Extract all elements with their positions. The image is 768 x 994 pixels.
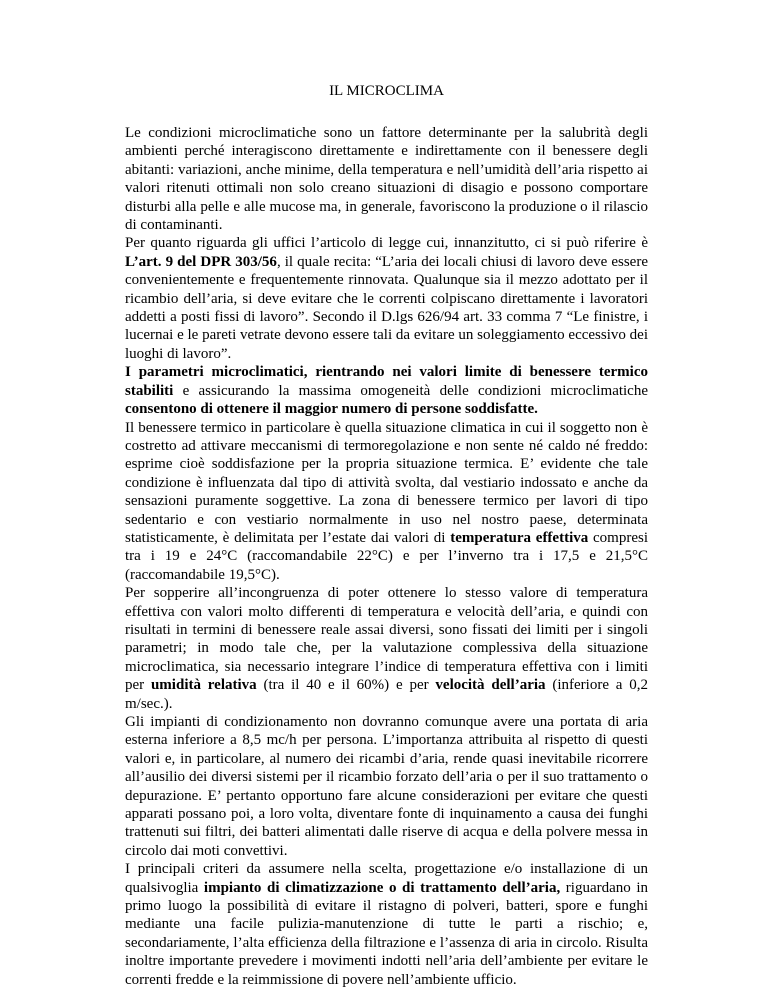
text-run: I principali criteri da assumere nella scelta, progettazione e/o installazione di un qualsivoglia bbox=[125, 861, 648, 896]
text-run: (tra il 40 e il 60%) e per bbox=[256, 677, 436, 694]
bold-text: I parametri microclimatici, rientrando nei valori limite di benessere termico stabiliti bbox=[125, 364, 648, 399]
paragraph bbox=[125, 584, 648, 713]
text-run: riguardano in primo luogo la possibilità di evitare il ristagno di polveri, batteri, spore e funghi mediante una facile pulizia-manutenzione di tutte le parti a rischio; e, secondariamente, l’alta efficienza della filtrazione e l’assenza di aria in circolo. Risulta inoltre importante prevedere i movimenti indotti nell’aria dell’ambiente per evitare le correnti fredde e la reimmissione di povere nell’ambiente ufficio. bbox=[125, 879, 649, 988]
text-run: (inferiore a 0,2 m/sec.). bbox=[125, 677, 648, 712]
text-run: Per quanto riguarda gli uffici l’articolo di legge cui, innanzitutto, ci si può riferire è bbox=[125, 235, 648, 252]
paragraph bbox=[125, 363, 648, 418]
bold-text: consentono di ottenere il maggior numero di persone soddisfatte. bbox=[125, 401, 538, 418]
text-run: Il benessere termico in particolare è quella situazione climatica in cui il soggetto non è costretto ad attivare meccanismi di termoregolazione e non sente né caldo né freddo: esprime cioè soddisfazione per la propria situazione termica. E’ evidente che tale condizione è influenzata dal tipo di attività svolta, dal vestiario indossato e anche da sensazioni puramente soggettive. La zona di benessere termico per lavori di tipo sedentario e con vestiario normalmente in uso nel nostro paese, determinata statisticamente, è delimitata per l’estate dai valori di bbox=[125, 419, 648, 546]
paragraph bbox=[125, 124, 648, 234]
document-title: IL MICROCLIMA bbox=[329, 83, 444, 99]
bold-text: impianto di climatizzazione o di trattamento dell’aria, bbox=[203, 879, 561, 896]
paragraph bbox=[125, 234, 648, 363]
paragraph bbox=[125, 713, 648, 860]
text-run: , il quale recita: “L’aria dei locali chiusi di lavoro deve essere convenientemente e frequentemente rinnovata. Qualunque sia il mezzo adottato per il ricambio dell’aria, si deve evitare che le correnti colpiscano direttamente i lavoratori addetti a posti fissi di lavoro”. Secondo il D.lgs 626/94 art. 33 comma 7 “Le finistre, i lucernai e le pareti vetrate devono essere tali da evitare un soleggiamento eccessivo dei luoghi di lavoro”. bbox=[125, 253, 648, 362]
bold-text: umidità relativa bbox=[150, 677, 257, 694]
text-run: compresi tra i 19 e 24°C (raccomandabile 22°C) e per l’inverno tra i 17,5 e 21,5°C (raccomandabile 19,5°C). bbox=[125, 529, 649, 583]
bold-text: L’art. 9 del DPR 303/56 bbox=[125, 253, 277, 270]
text-run: Per sopperire all’incongruenza di poter ottenere lo stesso valore di temperatura effettiva con valori molto differenti di temperatura e velocità dell’aria, e quindi con risultati in termini di benessere reale assai diversi, sono fissati dei limiti per i singoli parametri; in modo tale che, per la valutazione complessiva della situazione microclimatica, sia necessario integrare l’indice di temperatura effettiva con i limiti per bbox=[125, 585, 648, 694]
paragraph bbox=[125, 419, 648, 585]
bold-text: velocità dell’aria bbox=[435, 677, 546, 694]
text-run: e assicurando la massima omogeneità delle condizioni microclimatiche bbox=[173, 382, 648, 399]
text-run: Gli impianti di condizionamento non dovranno comunque avere una portata di aria esterna inferiore a 8,5 mc/h per persona. L’importanza attribuita al rispetto di questi valori e, in particolare, al numero dei ricambi d’aria, rende quasi inevitabile ricorrere all’ausilio dei diversi sistemi per il ricambio forzato dell’aria o per il suo trattamento o depurazione. E’ pertanto opportuno fare alcune considerazioni per evitare che questi apparati possano poi, a loro volta, diventare fonte di inquinamento a causa dei funghi trattenuti sui filtri, dei batteri alimentati dalle riserve di acqua e della polvere messa in circolo dai moti convettivi. bbox=[125, 714, 648, 859]
document-page bbox=[125, 80, 648, 989]
document-body bbox=[125, 124, 648, 989]
bold-text: temperatura effettiva bbox=[450, 529, 589, 546]
text-run: Le condizioni microclimatiche sono un fattore determinante per la salubrità degli ambienti perché interagiscono direttamente e indirettamente con il benessere degli abitanti: variazioni, anche minime, della temperatura e nell’umidità dell’aria rispetto ai valori ritenuti ottimali non solo creano situazioni di disagio e possono comportare disturbi alla pelle e alle mucose ma, in generale, favoriscono la produzione o il rilascio di contaminanti. bbox=[125, 125, 648, 234]
paragraph bbox=[125, 860, 648, 989]
